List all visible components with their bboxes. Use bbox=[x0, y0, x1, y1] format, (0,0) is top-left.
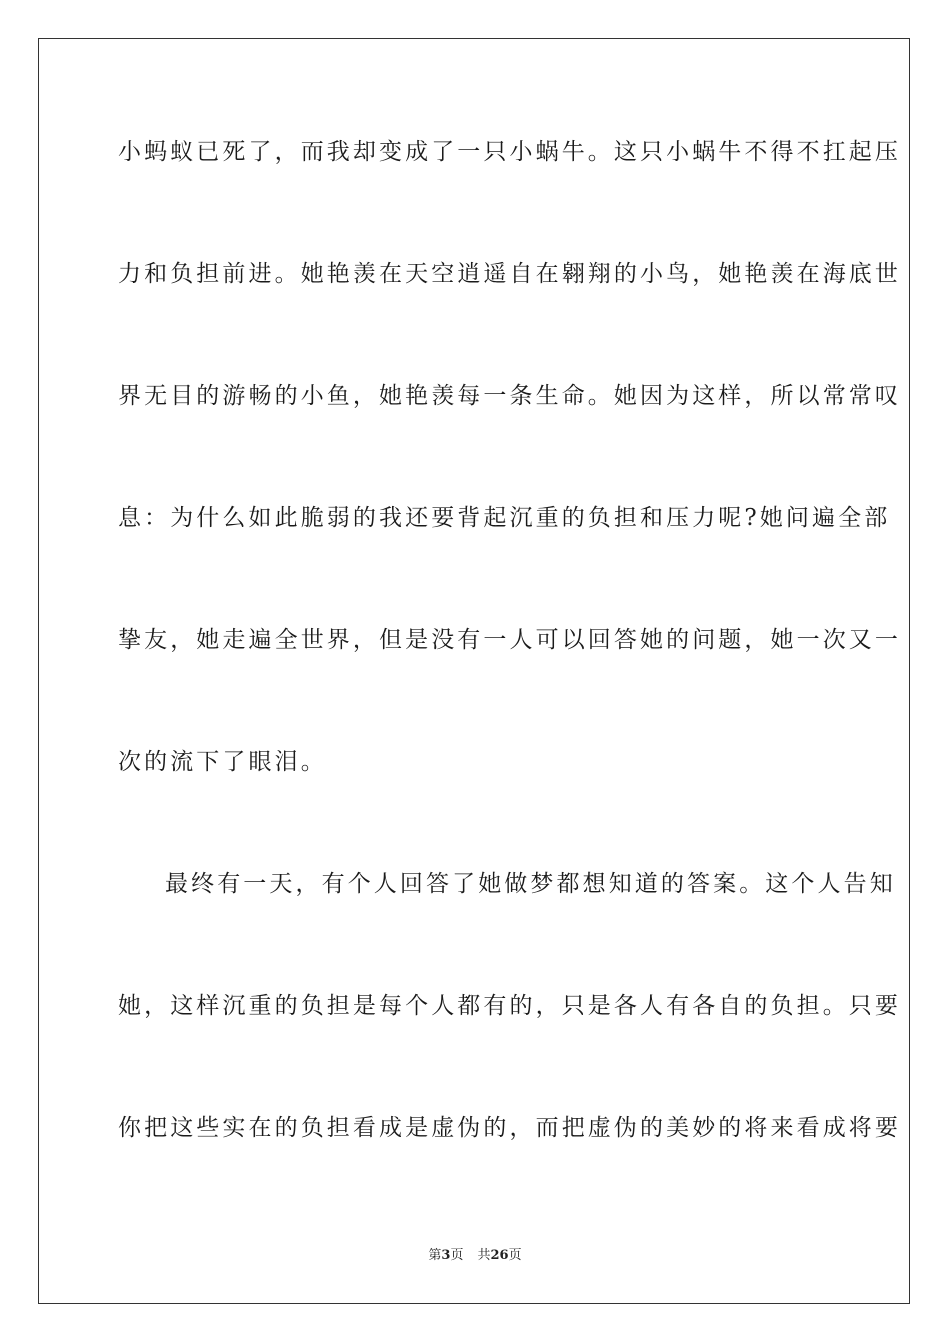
text-line-2: 力和负担前进。她艳羡在天空逍遥自在翱翔的小鸟，她艳羡在海底世 bbox=[118, 261, 901, 287]
total-suffix: 页 bbox=[508, 1248, 522, 1263]
text-line-4: 息：为什么如此脆弱的我还要背起沉重的负担和压力呢?她问遍全部 bbox=[118, 505, 891, 531]
page-number: 3 bbox=[441, 1248, 451, 1263]
text-line-9: 你把这些实在的负担看成是虚伪的，而把虚伪的美妙的将来看成将要 bbox=[118, 1115, 901, 1141]
text-line-8: 她，这样沉重的负担是每个人都有的，只是各人有各自的负担。只要 bbox=[118, 993, 901, 1019]
text-line-1: 小蚂蚁已死了，而我却变成了一只小蜗牛。这只小蜗牛不得不扛起压 bbox=[118, 139, 901, 165]
text-line-3: 界无目的游畅的小鱼，她艳羡每一条生命。她因为这样，所以常常叹 bbox=[118, 383, 901, 409]
page-suffix: 页 bbox=[450, 1248, 464, 1263]
page-footer bbox=[0, 1248, 950, 1264]
text-line-7-paragraph-start: 最终有一天，有个人回答了她做梦都想知道的答案。这个人告知 bbox=[165, 871, 896, 897]
total-pages: 26 bbox=[490, 1248, 509, 1263]
total-prefix: 共 bbox=[477, 1248, 491, 1263]
text-line-5: 挚友，她走遍全世界，但是没有一人可以回答她的问题，她一次又一 bbox=[118, 627, 901, 653]
text-line-6: 次的流下了眼泪。 bbox=[118, 749, 327, 775]
page-prefix: 第 bbox=[428, 1248, 442, 1263]
